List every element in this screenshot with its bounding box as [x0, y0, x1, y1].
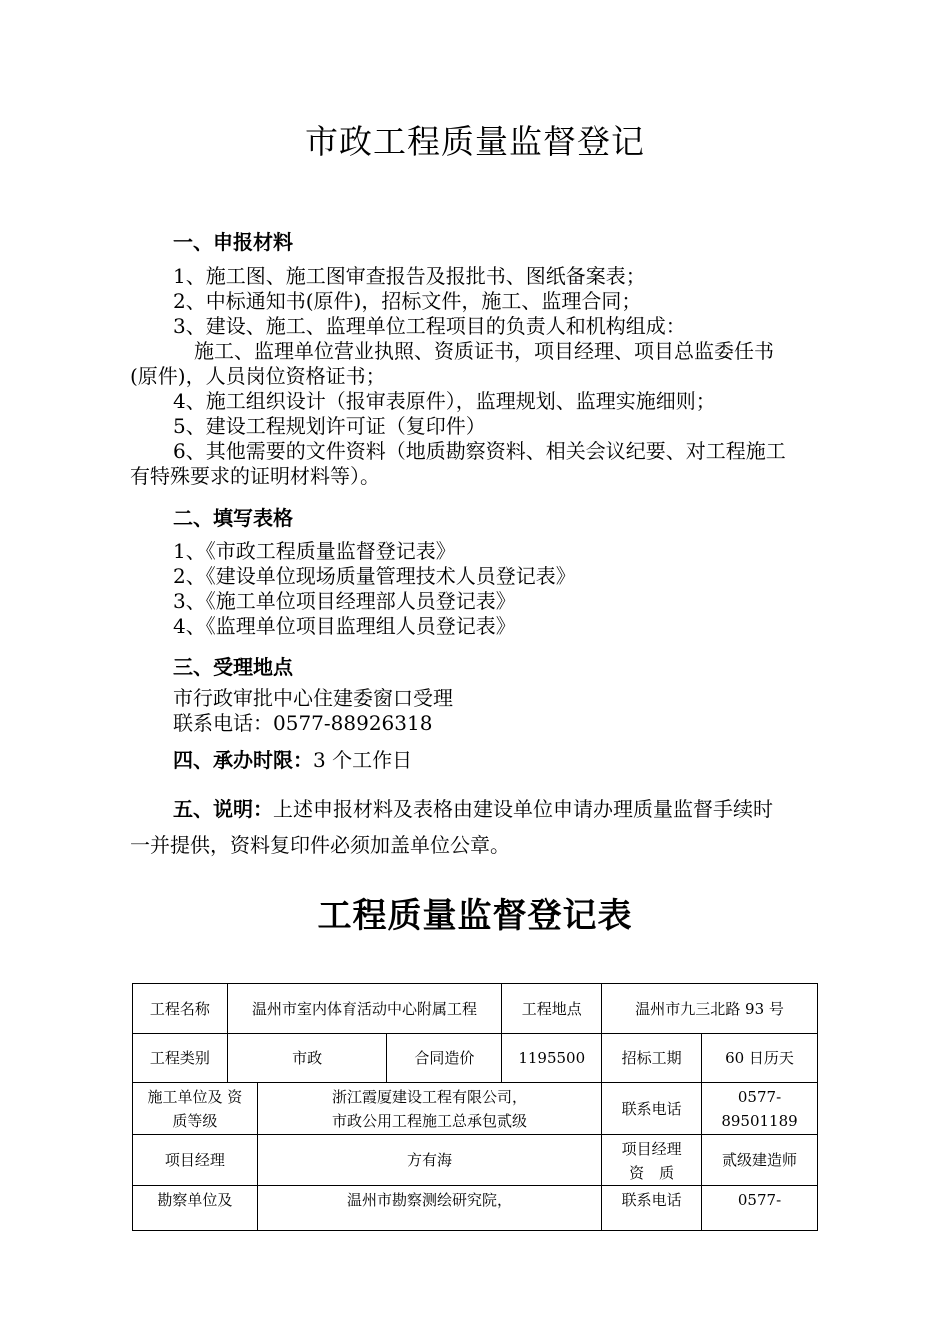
table-cell-line: 0577- [737, 1087, 782, 1106]
list-item: 1、施工图、施工图审查报告及报批书、图纸备案表； [173, 264, 646, 288]
table-label: 工程地点 [502, 984, 602, 1034]
table-cell: 方有海 [257, 1135, 601, 1186]
table-label-line: 质等级 [172, 1111, 218, 1130]
list-item: 2、中标通知书(原件)，招标文件，施工、监理合同； [173, 289, 642, 313]
table-row [133, 1083, 818, 1135]
table-label: 联系电话 [602, 1083, 702, 1135]
list-item: 4、施工组织设计（报审表原件），监理规划、监理实施细则； [173, 389, 716, 413]
list-item: 3、建设、施工、监理单位工程项目的负责人和机构组成： [173, 314, 686, 338]
table-label: 项目经理 [133, 1135, 258, 1186]
time-limit-value: 3 个工作日 [313, 748, 413, 772]
table-cell-line: 89501189 [721, 1111, 798, 1130]
table-cell: 60 日历天 [702, 1034, 818, 1083]
table-label: 工程名称 [133, 984, 228, 1034]
office-phone: 联系电话：0577-88926318 [173, 711, 433, 735]
table-label: 合同造价 [387, 1034, 502, 1083]
table-row [133, 984, 818, 1034]
section-heading-forms: 二、填写表格 [173, 506, 293, 530]
registration-table [132, 983, 818, 1231]
office-location: 市行政审批中心住建委窗口受理 [173, 686, 453, 710]
table-label-line: 项目经理 [621, 1140, 682, 1158]
table-cell [257, 1083, 601, 1135]
table-label: 招标工期 [602, 1034, 702, 1083]
list-item: 有特殊要求的证明材料等）。 [130, 464, 380, 488]
list-item-detail: 施工、监理单位营业执照、资质证书，项目经理、项目总监委任书 [194, 339, 774, 363]
table-cell: 贰级建造师 [702, 1135, 818, 1186]
table-label: 联系电话 [602, 1186, 702, 1231]
table-label [133, 1083, 258, 1135]
table-row [133, 1186, 818, 1231]
list-item: 3、《施工单位项目经理部人员登记表》 [173, 589, 516, 613]
list-item: 6、其他需要的文件资料（地质勘察资料、相关会议纪要、对工程施工 [173, 439, 786, 463]
list-item: 1、《市政工程质量监督登记表》 [173, 539, 456, 563]
list-item: 2、《建设单位现场质量管理技术人员登记表》 [173, 564, 576, 588]
list-item: 5、建设工程规划许可证（复印件） [173, 414, 486, 438]
section-heading-notes: 五、说明： [173, 797, 273, 821]
time-limit [173, 748, 412, 772]
list-item: 4、《监理单位项目监理组人员登记表》 [173, 614, 516, 638]
page-title: 市政工程质量监督登记 [305, 122, 645, 161]
table-cell: 0577- [702, 1186, 818, 1231]
table-label: 工程类别 [133, 1034, 228, 1083]
table-label-line: 施工单位及 资 [147, 1087, 243, 1106]
table-cell-line: 浙江霞厦建设工程有限公司， [331, 1087, 527, 1106]
note-text: 上述申报材料及表格由建设单位申请办理质量监督手续时 [273, 797, 773, 821]
table-cell: 温州市勘察测绘研究院， [257, 1186, 601, 1231]
form-title: 工程质量监督登记表 [317, 896, 633, 936]
table-cell-line: 市政公用工程施工总承包贰级 [331, 1111, 527, 1130]
table-label: 勘察单位及 [133, 1186, 258, 1231]
section-heading-location: 三、受理地点 [173, 655, 293, 679]
section-heading-materials: 一、申报材料 [173, 230, 293, 254]
note-line-1 [173, 797, 773, 821]
table-label [602, 1135, 702, 1186]
table-cell [702, 1083, 818, 1135]
table-cell: 市政 [227, 1034, 387, 1083]
note-line-2: 一并提供，资料复印件必须加盖单位公章。 [130, 833, 510, 857]
table-cell: 温州市九三北路 93 号 [602, 984, 818, 1034]
table-row [133, 1034, 818, 1083]
table-cell: 温州市室内体育活动中心附属工程 [227, 984, 501, 1034]
table-row [133, 1135, 818, 1186]
table-label-line: 资 质 [629, 1164, 675, 1182]
section-heading-time-limit: 四、承办时限： [173, 748, 313, 772]
table-cell: 1195500 [502, 1034, 602, 1083]
list-item-detail: (原件)，人员岗位资格证书； [130, 364, 386, 388]
